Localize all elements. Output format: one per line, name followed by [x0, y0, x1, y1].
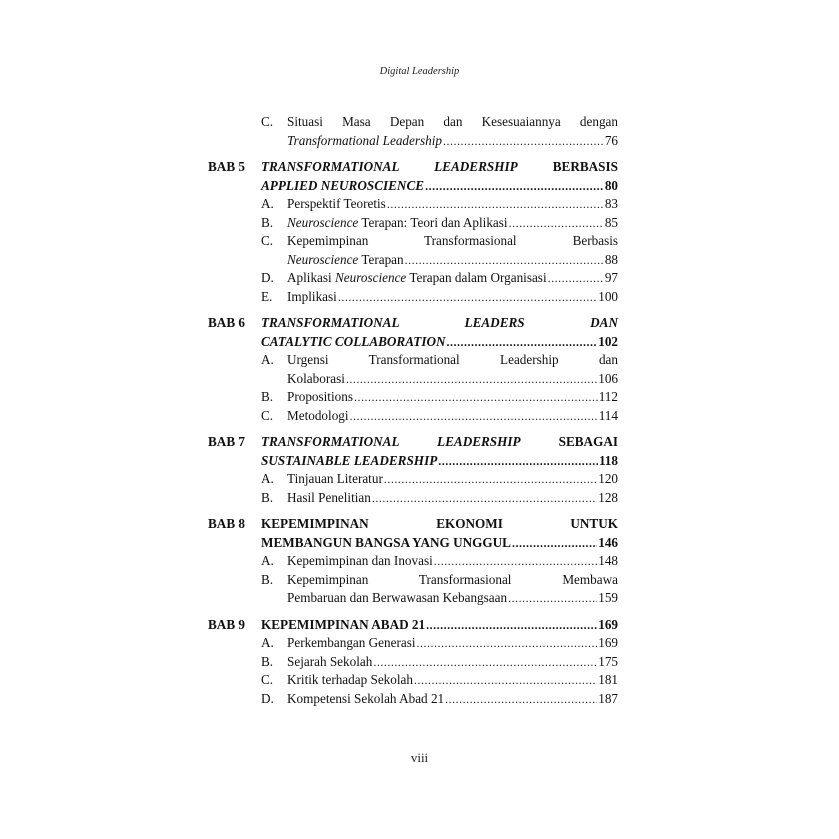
chapter-entry-continued: [208, 452, 618, 471]
entry-letter: C.: [261, 672, 274, 687]
chapter-label: BAB 5: [208, 159, 246, 174]
page-number: 76: [604, 132, 618, 148]
toc-entry: [208, 407, 618, 426]
entry-title: Neuroscience Terapan: Teori dan Aplikasi: [287, 214, 508, 230]
toc-entry-continued: [208, 251, 618, 270]
dot-leader: [384, 470, 597, 489]
page-number: 169: [598, 635, 618, 650]
toc-entry: [208, 653, 618, 672]
chapter-entry-continued: [208, 177, 618, 196]
page-number: 102: [598, 333, 618, 349]
entry-title: Urgensi Transformational Leadership dan: [287, 352, 618, 367]
chapter-title: TRANSFORMATIONAL LEADERSHIP BERBASIS: [261, 159, 618, 174]
dot-leader: [509, 214, 604, 233]
entry-title: Perspektif Teoretis: [287, 196, 386, 211]
page-number: 83: [604, 196, 618, 211]
chapter-entry: [208, 616, 618, 635]
page-number: 187: [598, 690, 618, 706]
entry-letter: C.: [261, 407, 274, 423]
toc-entry: [208, 288, 618, 307]
entry-title: Sejarah Sekolah: [287, 653, 373, 669]
entry-letter: D.: [261, 270, 274, 285]
chapter-title: TRANSFORMATIONAL LEADERSHIP SEBAGAI: [261, 434, 618, 449]
table-of-contents: [208, 113, 618, 708]
entry-letter: D.: [261, 690, 274, 706]
toc-entry: [208, 470, 618, 489]
page-number: 148: [598, 553, 618, 568]
entry-title: Kolaborasi: [287, 370, 345, 386]
chapter-title: TRANSFORMATIONAL LEADERS DAN: [261, 315, 618, 330]
page-footer-number: viii: [410, 750, 429, 765]
dot-leader: [434, 552, 597, 571]
chapter-title: KEPEMIMPINAN EKONOMI UNTUK: [261, 516, 618, 531]
entry-letter: A.: [261, 553, 274, 568]
page-number: 97: [604, 270, 618, 285]
chapter-entry: [208, 158, 618, 177]
entry-letter: B.: [261, 653, 274, 669]
page-number: 118: [598, 452, 618, 468]
toc-entry: [208, 232, 618, 251]
chapter-entry: [208, 433, 618, 452]
page-number: 159: [598, 590, 618, 605]
dot-leader: [445, 690, 597, 709]
toc-entry: [208, 388, 618, 407]
page-number: 120: [598, 471, 618, 486]
dot-leader: [443, 132, 604, 151]
entry-title: Kepemimpinan Transformasional Berbasis: [287, 233, 618, 248]
running-header: Digital Leadership: [379, 66, 460, 77]
chapter-label: BAB 7: [208, 434, 246, 449]
chapter-entry-continued: [208, 333, 618, 352]
entry-title: Situasi Masa Depan dan Kesesuaiannya dengan: [287, 114, 618, 129]
entry-title: Tinjauan Literatur: [287, 471, 383, 486]
toc-entry: [208, 351, 618, 370]
dot-leader: [548, 269, 604, 288]
chapter-label: BAB 6: [208, 315, 246, 330]
toc-entry: [208, 552, 618, 571]
toc-entry-continued: [208, 589, 618, 608]
entry-letter: B.: [261, 489, 274, 505]
page-number: 146: [598, 534, 618, 550]
entry-title: Kompetensi Sekolah Abad 21: [287, 690, 445, 706]
dot-leader: [387, 195, 604, 214]
entry-title: Kritik terhadap Sekolah: [287, 672, 413, 687]
chapter-label: BAB 9: [208, 616, 246, 632]
entry-letter: B.: [261, 389, 274, 404]
dot-leader: [508, 589, 597, 608]
entry-title: Propositions: [287, 389, 353, 404]
toc-entry-continued: [208, 132, 618, 151]
chapter-entry: [208, 314, 618, 333]
dot-leader: [372, 489, 597, 508]
toc-entry: [208, 671, 618, 690]
page-number: 114: [598, 407, 618, 423]
page-number: 80: [604, 177, 618, 193]
entry-letter: B.: [261, 571, 274, 587]
page-number: 128: [598, 489, 618, 505]
dot-leader: [338, 288, 597, 307]
toc-entry: [208, 489, 618, 508]
toc-entry-continued: [208, 370, 618, 389]
page-number: 106: [598, 370, 618, 386]
entry-letter: C.: [261, 114, 274, 129]
page-number: 112: [598, 389, 618, 404]
toc-entry: [208, 634, 618, 653]
entry-title: Transformational Leadership: [287, 132, 442, 148]
page-number: 85: [604, 214, 618, 230]
entry-title: Implikasi: [287, 288, 337, 304]
entry-title: Kepemimpinan dan Inovasi: [287, 553, 433, 568]
chapter-entry-continued: [208, 534, 618, 553]
toc-entry: [208, 690, 618, 709]
entry-letter: A.: [261, 635, 274, 650]
entry-letter: C.: [261, 233, 274, 248]
entry-letter: A.: [261, 471, 274, 486]
dot-leader: [438, 452, 598, 471]
toc-entry: [208, 195, 618, 214]
entry-title: Kepemimpinan Transformasional Membawa: [287, 571, 618, 587]
toc-entry: [208, 214, 618, 233]
entry-title: Aplikasi Neuroscience Terapan dalam Organisasi: [287, 270, 547, 285]
dot-leader: [417, 634, 598, 653]
chapter-entry: [208, 515, 618, 534]
dot-leader: [512, 534, 597, 553]
page-number: 100: [598, 288, 618, 304]
dot-leader: [426, 616, 597, 635]
dot-leader: [354, 388, 598, 407]
toc-entry: [208, 269, 618, 288]
dot-leader: [414, 671, 597, 690]
chapter-title: CATALYTIC COLLABORATION: [261, 333, 446, 349]
page-number: 88: [604, 251, 618, 267]
page-number: 169: [598, 616, 618, 632]
entry-letter: A.: [261, 196, 274, 211]
page-number: 181: [598, 672, 618, 687]
chapter-title: APPLIED NEUROSCIENCE: [261, 177, 425, 193]
entry-letter: A.: [261, 352, 274, 367]
entry-title: Pembaruan dan Berwawasan Kebangsaan: [287, 590, 508, 605]
chapter-title: KEPEMIMPINAN ABAD 21: [261, 616, 426, 632]
dot-leader: [346, 370, 597, 389]
entry-letter: E.: [261, 288, 273, 304]
dot-leader: [350, 407, 598, 426]
toc-entry: [208, 113, 618, 132]
dot-leader: [405, 251, 604, 270]
chapter-label: BAB 8: [208, 516, 246, 531]
entry-letter: B.: [261, 214, 274, 230]
entry-title: Neuroscience Terapan: [287, 251, 404, 267]
dot-leader: [425, 177, 604, 196]
entry-title: Metodologi: [287, 407, 349, 423]
chapter-title: MEMBANGUN BANGSA YANG UNGGUL: [261, 534, 511, 550]
toc-entry: [208, 571, 618, 590]
entry-title: Perkembangan Generasi: [287, 635, 416, 650]
entry-title: Hasil Penelitian: [287, 489, 371, 505]
page-number: 175: [598, 653, 618, 669]
dot-leader: [373, 653, 597, 672]
chapter-title: SUSTAINABLE LEADERSHIP: [261, 452, 438, 468]
dot-leader: [447, 333, 598, 352]
